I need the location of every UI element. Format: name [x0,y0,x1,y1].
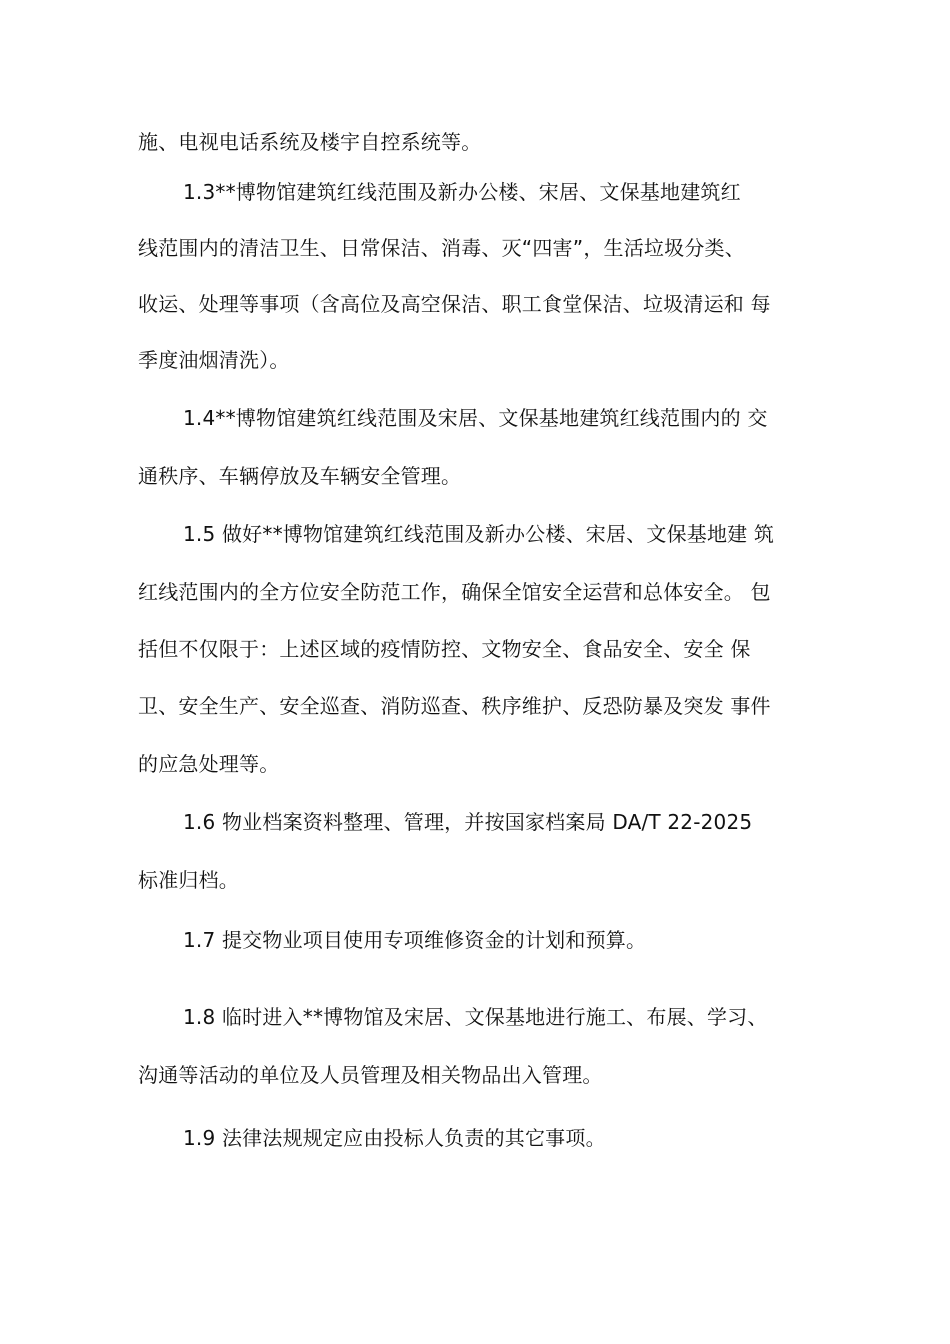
item-1-6-line: 1.6 物业档案资料整理、管理，并按国家档案局 DA/T 22-2025 [183,810,753,834]
text-line: 收运、处理等事项（含高位及高空保洁、职工食堂保洁、垃圾清运和 每 [138,292,771,316]
text-line: 标准归档。 [138,868,239,892]
item-1-8-line: 1.8 临时进入**博物馆及宋居、文保基地进行施工、布展、学习、 [183,1005,768,1029]
item-1-3-line: 1.3**博物馆建筑红线范围及新办公楼、宋居、文保基地建筑红 [183,180,741,204]
text-line: 沟通等活动的单位及人员管理及相关物品出入管理。 [138,1063,603,1087]
text-line: 施、电视电话系统及楼宇自控系统等。 [138,130,482,154]
text-line: 红线范围内的全方位安全防范工作，确保全馆安全运营和总体安全。 包 [138,580,771,604]
text-line: 季度油烟清洗）。 [138,348,290,372]
text-line: 通秩序、车辆停放及车辆安全管理。 [138,464,462,488]
text-line: 线范围内的清洁卫生、日常保洁、消毒、灭“四害”，生活垃圾分类、 [138,236,745,260]
item-1-9-line: 1.9 法律法规规定应由投标人负责的其它事项。 [183,1126,606,1150]
text-line: 卫、安全生产、安全巡查、消防巡查、秩序维护、反恐防暴及突发 事件 [138,694,771,718]
item-1-7-line: 1.7 提交物业项目使用专项维修资金的计划和预算。 [183,928,647,952]
item-1-5-line: 1.5 做好**博物馆建筑红线范围及新办公楼、宋居、文保基地建 筑 [183,522,775,546]
text-line: 括但不仅限于：上述区域的疫情防控、文物安全、食品安全、安全 保 [138,637,751,661]
item-1-4-line: 1.4**博物馆建筑红线范围及宋居、文保基地建筑红线范围内的 交 [183,406,768,430]
text-line: 的应急处理等。 [138,752,280,776]
